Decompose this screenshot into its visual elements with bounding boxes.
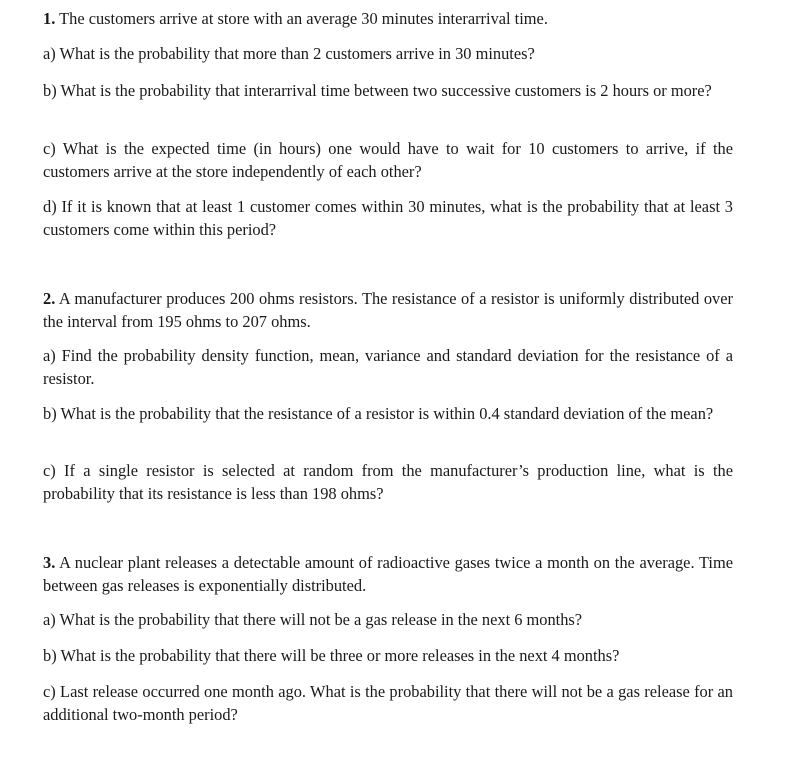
problem-3-part-c: c) Last release occurred one month ago. What is the probability that there will not be a gas release for an additional two-month period? bbox=[43, 682, 733, 724]
problem-3-part-b: b) What is the probability that there will be three or more releases in the next 4 months? bbox=[43, 646, 620, 665]
problem-2-part-c: c) If a single resistor is selected at random from the manufacturer’s production line, what is the probability that its resistance is less than 198 ohms? bbox=[43, 461, 733, 503]
problem-2-stem bbox=[43, 287, 733, 333]
problem-2-part-b: b) What is the probability that the resistance of a resistor is within 0.4 standard deviation of the mean? bbox=[43, 404, 714, 423]
problem-2-stem-text: A manufacturer produces 200 ohms resistors. The resistance of a resistor is uniformly distributed over the interval from 195 ohms to 207 ohms. bbox=[43, 289, 733, 331]
problem-3-part-a: a) What is the probability that there will not be a gas release in the next 6 months? bbox=[43, 610, 583, 629]
problem-1-stem-text: The customers arrive at store with an average 30 minutes interarrival time. bbox=[59, 9, 548, 28]
problem-1-part-a: a) What is the probability that more than 2 customers arrive in 30 minutes? bbox=[43, 44, 535, 63]
problem-2-part-a: a) Find the probability density function, mean, variance and standard deviation for the resistance of a resistor. bbox=[43, 346, 733, 388]
problem-1-part-c: c) What is the expected time (in hours) one would have to wait for 10 customers to arrive, if the customers arrive at the store independently of each other? bbox=[43, 139, 733, 181]
problem-1-number: 1. bbox=[43, 9, 56, 28]
problem-1-part-d: d) If it is known that at least 1 customer comes within 30 minutes, what is the probability that at least 3 customers come within this period? bbox=[43, 197, 733, 239]
problem-3-stem bbox=[43, 551, 733, 597]
problem-2-number: 2. bbox=[43, 289, 56, 308]
problem-3-stem-text: A nuclear plant releases a detectable amount of radioactive gases twice a month on the average. Time between gas releases is exponentially distributed. bbox=[43, 553, 733, 595]
problem-1-part-b: b) What is the probability that interarrival time between two successive customers is 2 hours or more? bbox=[43, 81, 712, 100]
problem-1-stem bbox=[43, 7, 733, 30]
problem-3-number: 3. bbox=[43, 553, 56, 572]
